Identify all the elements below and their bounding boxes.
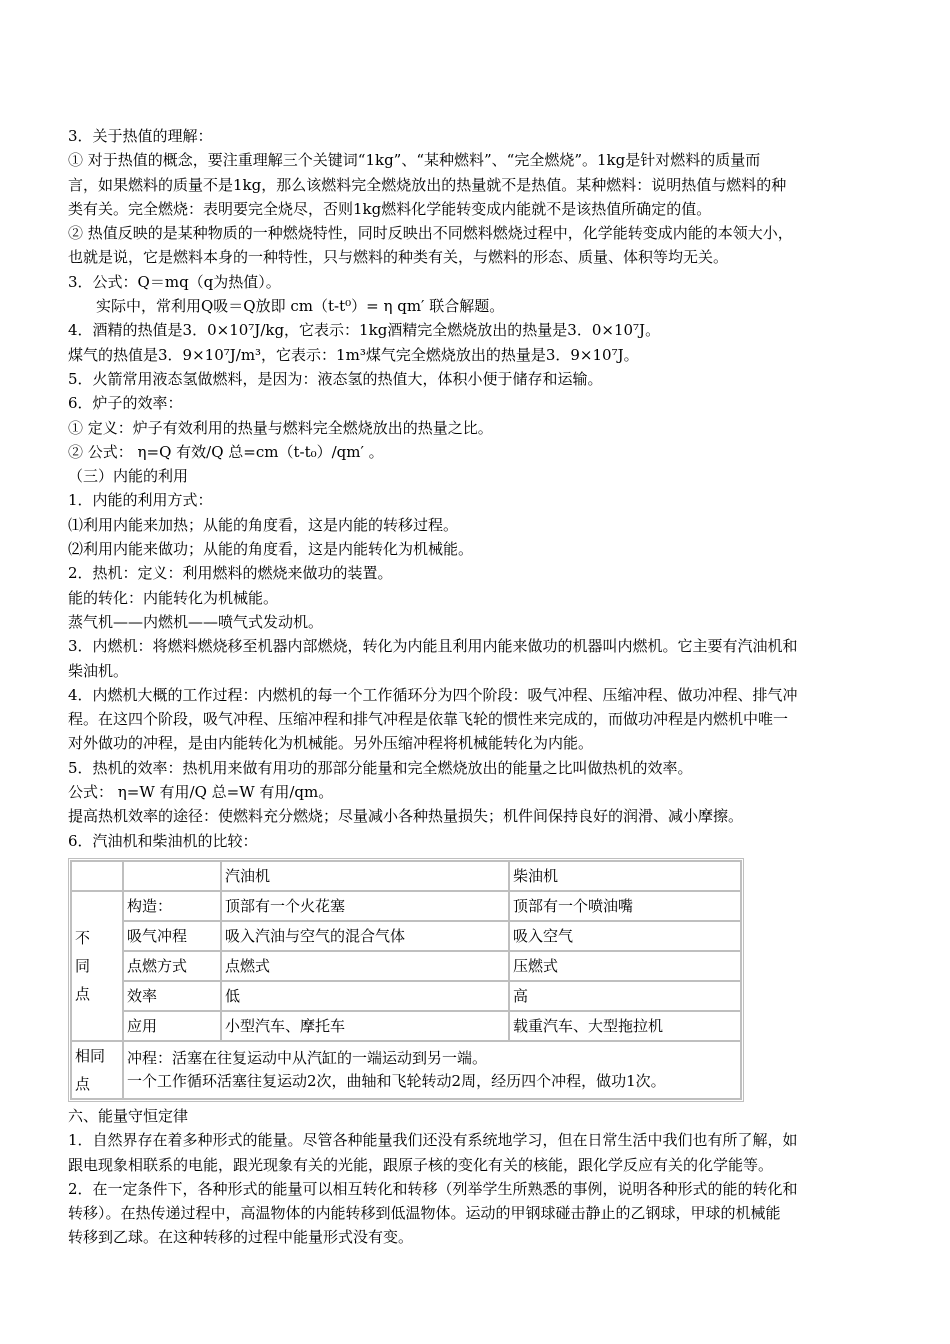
same-label-cell: 相同点 [71, 1041, 123, 1099]
text-line: 也就是说，它是燃料本身的一种特性，只与燃料的种类有关，与燃料的形态、质量、体积等均无关。 [68, 248, 729, 267]
same-line: 冲程：活塞在往复运动中从汽缸的一端运动到另一端。 [127, 1048, 488, 1067]
text-line: 1．自然界存在着多种形式的能量。尽管各种能量我们还没有系统地学习，但在日常生活中我们也有所了解，如 [68, 1131, 798, 1150]
text-line: 2．在一定条件下，各种形式的能量可以相互转化和转移（列举学生所熟悉的事例，说明各种形式的能的转化和 [68, 1179, 798, 1198]
text-line: （三）内能的利用 [68, 467, 189, 486]
text-line: 柴油机。 [68, 661, 129, 680]
table-header-cell: 汽油机 [221, 861, 509, 891]
diff-label-char: 同 [75, 956, 91, 975]
table-row [71, 1011, 741, 1041]
text-line: 转移到乙球。在这种转移的过程中能量形式没有变。 [68, 1228, 414, 1247]
table-cell: 低 [221, 981, 509, 1011]
same-content-cell [123, 1041, 741, 1099]
text-line: 5．火箭常用液态氢做燃料，是因为：液态氢的热值大，体积小便于储存和运输。 [68, 369, 603, 388]
comparison-table [68, 858, 744, 1102]
table-header-cell: 柴油机 [509, 861, 741, 891]
text-line: 能的转化：内能转化为机械能。 [68, 588, 279, 607]
text-line: 公式： η=W 有用/Q 总=W 有用/qm。 [68, 783, 334, 802]
text-line: 类有关。完全燃烧：表明要完全烧尽，否则1kg燃料化学能转变成内能就不是该热值所确定的值。 [68, 199, 712, 218]
table-cell: 吸入空气 [509, 921, 741, 951]
table-cell: 点燃式 [221, 951, 509, 981]
text-line: 4．酒精的热值是3．0×10⁷J/kg，它表示：1kg酒精完全燃烧放出的热量是3．0×10⁷J。 [68, 321, 661, 340]
table-cell: 压燃式 [509, 951, 741, 981]
text-line: 4．内燃机大概的工作过程：内燃机的每一个工作循环分为四个阶段：吸气冲程、压缩冲程、做功冲程、排气冲 [68, 685, 798, 704]
same-row [71, 1041, 741, 1099]
diff-label-char: 点 [75, 984, 91, 1003]
text-line: 3．内燃机：将燃料燃烧移至机器内部燃烧，转化为内能且利用内能来做功的机器叫内燃机。它主要有汽油机和 [68, 637, 798, 656]
text-block-before-table [68, 124, 888, 853]
text-line: 程。在这四个阶段，吸气冲程、压缩冲程和排气冲程是依靠飞轮的惯性来完成的，而做功冲程是内燃机中唯一 [68, 710, 789, 729]
text-line: 提高热机效率的途径：使燃料充分燃烧；尽量减小各种热量损失；机件间保持良好的润滑、减小摩擦。 [68, 807, 744, 826]
table-cell: 点燃方式 [123, 951, 221, 981]
table-row [71, 891, 741, 921]
text-line: 实际中，常利用Q吸＝Q放即 cm（t-t⁰）= η qm′ 联合解题。 [96, 297, 505, 316]
table-row [71, 921, 741, 951]
text-line: 煤气的热值是3．9×10⁷J/m³，它表示：1m³煤气完全燃烧放出的热量是3．9×10⁷J。 [68, 345, 639, 364]
table-cell: 顶部有一个喷油嘴 [509, 891, 741, 921]
table-cell: 载重汽车、大型拖拉机 [509, 1011, 741, 1041]
text-line: 3．关于热值的理解： [68, 127, 213, 145]
text-line: 蒸气机——内燃机——喷气式发动机。 [68, 612, 324, 631]
section-heading: 六、能量守恒定律 [68, 1106, 189, 1125]
table-cell: 吸气冲程 [123, 921, 221, 951]
table-header-row [71, 861, 741, 891]
text-line: 对外做功的冲程，是由内能转化为机械能。另外压缩冲程将机械能转化为内能。 [68, 734, 594, 753]
text-line: ② 热值反映的是某种物质的一种燃烧特性，同时反映出不同燃料燃烧过程中，化学能转变成内能的本领大小， [68, 224, 793, 243]
document-page [68, 124, 888, 1250]
table-header-cell [123, 861, 221, 891]
table-cell: 效率 [123, 981, 221, 1011]
text-line: 3．公式：Q＝mq（q为热值）。 [68, 272, 281, 291]
text-line: ⑴利用内能来加热；从能的角度看，这是内能的转移过程。 [68, 515, 459, 534]
text-line: 跟电现象相联系的电能，跟光现象有关的光能，跟原子核的变化有关的核能，跟化学反应有关的化学能等。 [68, 1155, 774, 1174]
table-row [71, 981, 741, 1011]
table-cell: 构造： [123, 891, 221, 921]
text-line: 6．炉子的效率： [68, 394, 183, 413]
text-line: ① 对于热值的概念，要注重理解三个关键词“1kg”、“某种燃料”、“完全燃烧”。1kg是针对燃料的质量而 [68, 151, 761, 170]
table-corner-cell [71, 861, 123, 891]
diff-label-cell [71, 891, 123, 1041]
text-line: 2．热机：定义：利用燃料的燃烧来做功的装置。 [68, 564, 393, 583]
table-cell: 应用 [123, 1011, 221, 1041]
text-line: ② 公式： η=Q 有效/Q 总=cm（t-t₀）/qm′ 。 [68, 442, 384, 461]
table-cell: 吸入汽油与空气的混合气体 [221, 921, 509, 951]
text-line: 5．热机的效率：热机用来做有用功的那部分能量和完全燃烧放出的能量之比叫做热机的效率。 [68, 758, 693, 777]
text-line: 言，如果燃料的质量不是1kg，那么该燃料完全燃烧放出的热量就不是热值。某种燃料：说明热值与燃料的种 [68, 175, 787, 194]
text-line: 6．汽油机和柴油机的比较： [68, 831, 258, 850]
text-line: ① 定义：炉子有效利用的热量与燃料完全燃烧放出的热量之比。 [68, 418, 493, 437]
diff-label-char: 不 [75, 928, 91, 947]
text-block-after-table [68, 1104, 888, 1250]
table-cell: 顶部有一个火花塞 [221, 891, 509, 921]
text-line: ⑵利用内能来做功；从能的角度看，这是内能转化为机械能。 [68, 540, 474, 559]
same-line: 一个工作循环活塞往复运动2次，曲轴和飞轮转动2周，经历四个冲程，做功1次。 [127, 1071, 666, 1090]
text-line: 1．内能的利用方式： [68, 491, 213, 510]
table-row [71, 951, 741, 981]
text-line: 转移）。在热传递过程中，高温物体的内能转移到低温物体。运动的甲钢球碰击静止的乙钢球，甲球的机械能 [68, 1204, 781, 1223]
table-cell: 小型汽车、摩托车 [221, 1011, 509, 1041]
table-cell: 高 [509, 981, 741, 1011]
